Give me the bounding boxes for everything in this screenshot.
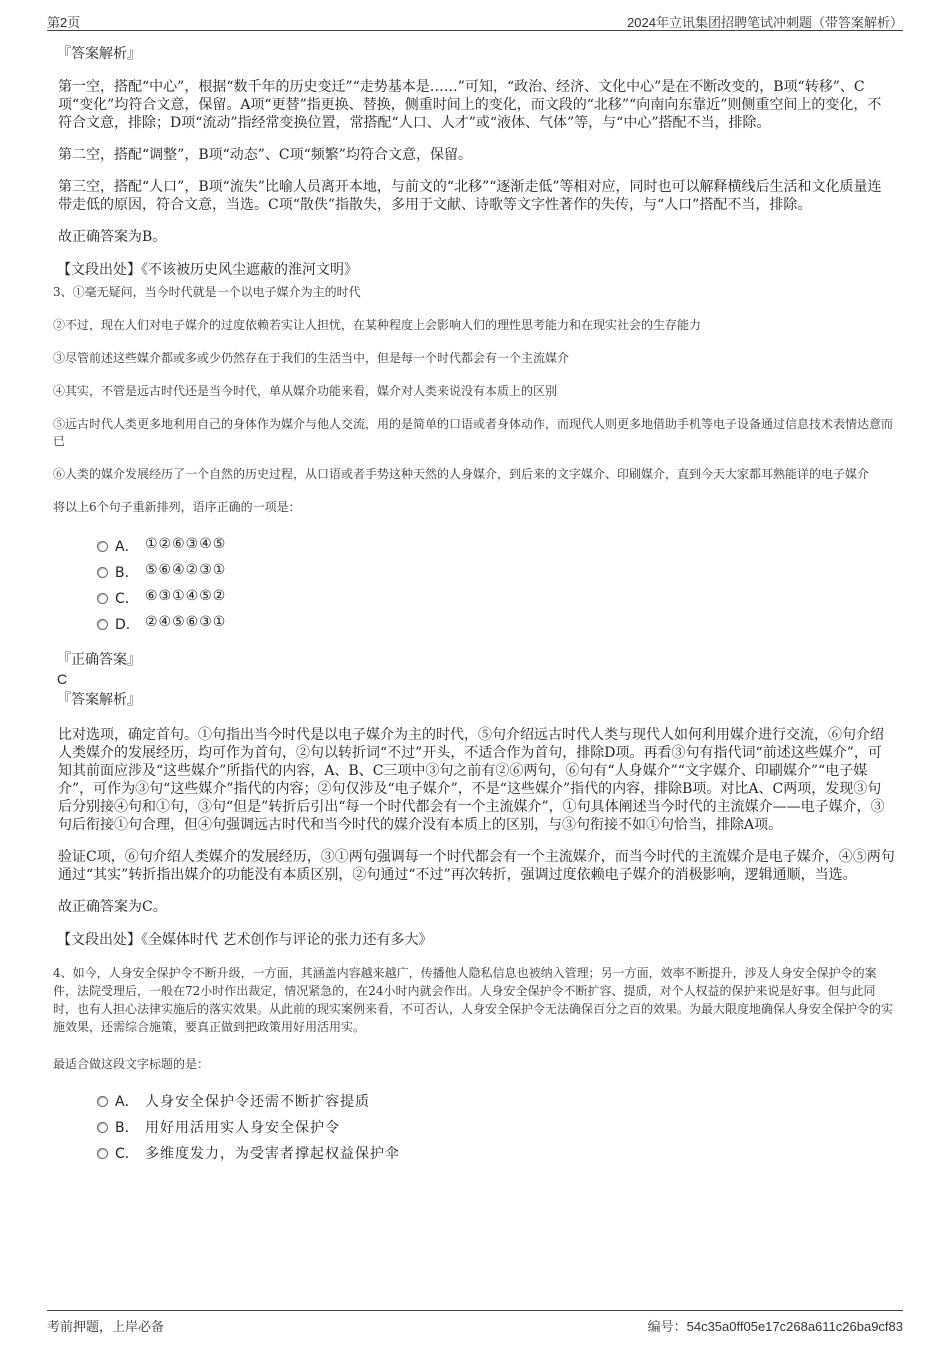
analysis-conclusion: 故正确答案为C。 [58, 899, 167, 915]
option-c[interactable] [57, 1141, 895, 1167]
answer-options [57, 534, 895, 638]
radio-button[interactable] [97, 1122, 108, 1133]
option-letter: B． [115, 1120, 139, 1136]
option-b[interactable] [57, 560, 895, 586]
question-sentence: ④其实，不管是远古时代还是当今时代，单从媒介功能来看，媒介对人类来说没有本质上的区别 [53, 384, 558, 398]
option-letter: A． [115, 539, 139, 555]
option-letter: C． [115, 591, 139, 607]
page-footer [47, 1310, 903, 1335]
answer-analysis-label: 『答案解析』 [57, 692, 141, 708]
document-title: 2024年立讯集团招聘笔试冲刺题（带答案解析） [627, 15, 903, 30]
document-code: 编号：54c35a0ff05e17c268a611c26ba9cf83 [647, 1319, 903, 1334]
correct-answer-label: 『正确答案』 [57, 652, 141, 668]
option-letter: B． [115, 565, 139, 581]
question-3 [53, 284, 895, 950]
option-a[interactable] [57, 534, 895, 560]
option-text: 用好用活用实人身安全保护令 [145, 1120, 340, 1136]
question-sentence: 3、①毫无疑问，当今时代就是一个以电子媒介为主的时代 [53, 285, 361, 299]
footer-slogan: 考前押题，上岸必备 [47, 1319, 165, 1334]
question-stem: 4、如今，人身安全保护令不断升级，一方面，其涵盖内容越来越广，传播他人隐私信息也被纳入管理；另一方面，效率不断提升，涉及人身安全保护令的案件，法院受理后，一般在72小时作出裁定，情况紧急的，在24小时内就会作出。人身安全保护令不断扩容、提质，对个人权益的保护来说是好事。但与此同时，也有人担心法律实施后的落实效果。从此前的现实案例来看，不可否认，人身安全保护令无法确保百分之百的效果。为最大限度地确保人身安全保护令的实施效果，还需综合施策，要真正做到把政策用好用活用实。 [53, 966, 894, 1034]
question-prompt: 最适合做这段文字标题的是： [53, 1057, 210, 1071]
option-d[interactable] [57, 612, 895, 638]
question-prompt: 将以上6个句子重新排列，语序正确的一项是： [53, 500, 301, 514]
correct-answer-value: C [57, 671, 68, 687]
radio-button[interactable] [97, 1096, 108, 1107]
option-text: 人身安全保护令还需不断扩容提质 [145, 1094, 370, 1110]
passage-source: 【文段出处】《全媒体时代 艺术创作与评论的张力还有多大》 [57, 932, 433, 948]
radio-button[interactable] [97, 1148, 108, 1159]
option-text: ①②⑥③④⑤ [145, 536, 227, 552]
radio-button[interactable] [97, 619, 108, 630]
question-sentence: ③尽管前述这些媒介都或多或少仍然存在于我们的生活当中，但是每一个时代都会有一个主流媒介 [53, 351, 570, 365]
question-4 [53, 964, 895, 1167]
option-text: 多维度发力，为受害者撑起权益保护伞 [145, 1146, 400, 1162]
question-sentence: ⑥人类的媒介发展经历了一个自然的历史过程，从口语或者手势这种天然的人身媒介，到后来的文字媒介、印刷媒介，直到今天大家都耳熟能详的电子媒介 [53, 467, 870, 481]
answer-analysis-label: 『答案解析』 [57, 46, 141, 62]
radio-button[interactable] [97, 567, 108, 578]
radio-button[interactable] [97, 541, 108, 552]
option-letter: A． [115, 1094, 139, 1110]
option-b[interactable] [57, 1115, 895, 1141]
analysis-conclusion: 故正确答案为B。 [58, 229, 167, 245]
analysis-paragraph: 比对选项，确定首句。①句指出当今时代是以电子媒介为主的时代，⑤句介绍远古时代人类与现代人如何利用媒介进行交流，⑥句介绍人类媒介的发展经历，均可作为首句，②句以转折词“不过”开头，不适合作为首句，排除D项。再看③句有指代词“前述这些媒介”，可知其前面应涉及“这些媒介”所指代的内容，A、B、C三项中③句之前有②⑥两句，⑥句有“人身媒介”“文字媒介、印刷媒介”“电子媒介”，可作为③句“这些媒介”指代的内容；②句仅涉及“电子媒介”，不是“这些媒介”指代的内容，排除B项。对比A、C两项，发现③句后分别接④句和①句，③句“但是”转折后引出“每一个时代都会有一个主流媒介”，①句具体阐述当今时代的主流媒介——电子媒介，③句后衔接①句合理，但④句强调远古时代和当今时代的媒介没有本质上的区别，与③句衔接不如①句恰当，排除A项。 [58, 727, 885, 833]
option-a[interactable] [57, 1089, 895, 1115]
option-letter: C． [115, 1146, 139, 1162]
analysis-paragraph: 第三空，搭配“人口”，B项“流失”比喻人员离开本地，与前文的“北移”“逐渐走低”等相对应，同时也可以解释横线后生活和文化质量连带走低的原因，符合文意，当选。C项“散佚”指散失，多用于文献、诗歌等文字性著作的失传，与“人口”搭配不当，排除。 [58, 179, 882, 213]
option-text: ⑥③①④⑤② [145, 588, 227, 604]
passage-source: 【文段出处】《不该被历史风尘遮蔽的淮河文明》 [57, 262, 358, 278]
option-text: ⑤⑥④②③① [145, 562, 227, 578]
question-sentence: ⑤远古时代人类更多地利用自己的身体作为媒介与他人交流，用的是简单的口语或者身体动作，而现代人则更多地借助手机等电子设备通过信息技术表情达意而已 [53, 417, 894, 448]
page-number: 第2页 [47, 15, 81, 30]
analysis-paragraph: 验证C项，⑥句介绍人类媒介的发展经历，③①两句强调每一个时代都会有一个主流媒介，而当今时代的主流媒介是电子媒介，④⑤两句通过“其实”转折指出媒介的功能没有本质区别，②句通过“不过”再次转折，强调过度依赖电子媒介的消极影响，逻辑通顺，当选。 [58, 849, 895, 883]
question-sentence: ②不过，现在人们对电子媒介的过度依赖若实让人担忧，在某种程度上会影响人们的理性思考能力和在现实社会的生存能力 [53, 318, 702, 332]
page-header [47, 10, 903, 31]
answer-options [57, 1089, 895, 1167]
page-content [53, 40, 895, 1179]
analysis-paragraph: 第一空，搭配“中心”，根据“数千年的历史变迁”“走势基本是……”可知，“政治、经济、文化中心”是在不断改变的，B项“转移”、C项“变化”均符合文意，保留。A项“更替”指更换、替换，侧重时间上的变化，而文段的“北移”“向南向东靠近”则侧重空间上的变化，不符合文意，排除；D项“流动”指经常变换位置，常搭配“人口、人才”或“液体、气体”等，与“中心”搭配不当，排除。 [58, 79, 882, 131]
option-c[interactable] [57, 586, 895, 612]
analysis-paragraph: 第二空，搭配“调整”，B项“动态”、C项“频繁”均符合文意，保留。 [58, 147, 472, 163]
option-text: ②④⑤⑥③① [145, 614, 227, 630]
radio-button[interactable] [97, 593, 108, 604]
option-letter: D． [115, 617, 140, 633]
